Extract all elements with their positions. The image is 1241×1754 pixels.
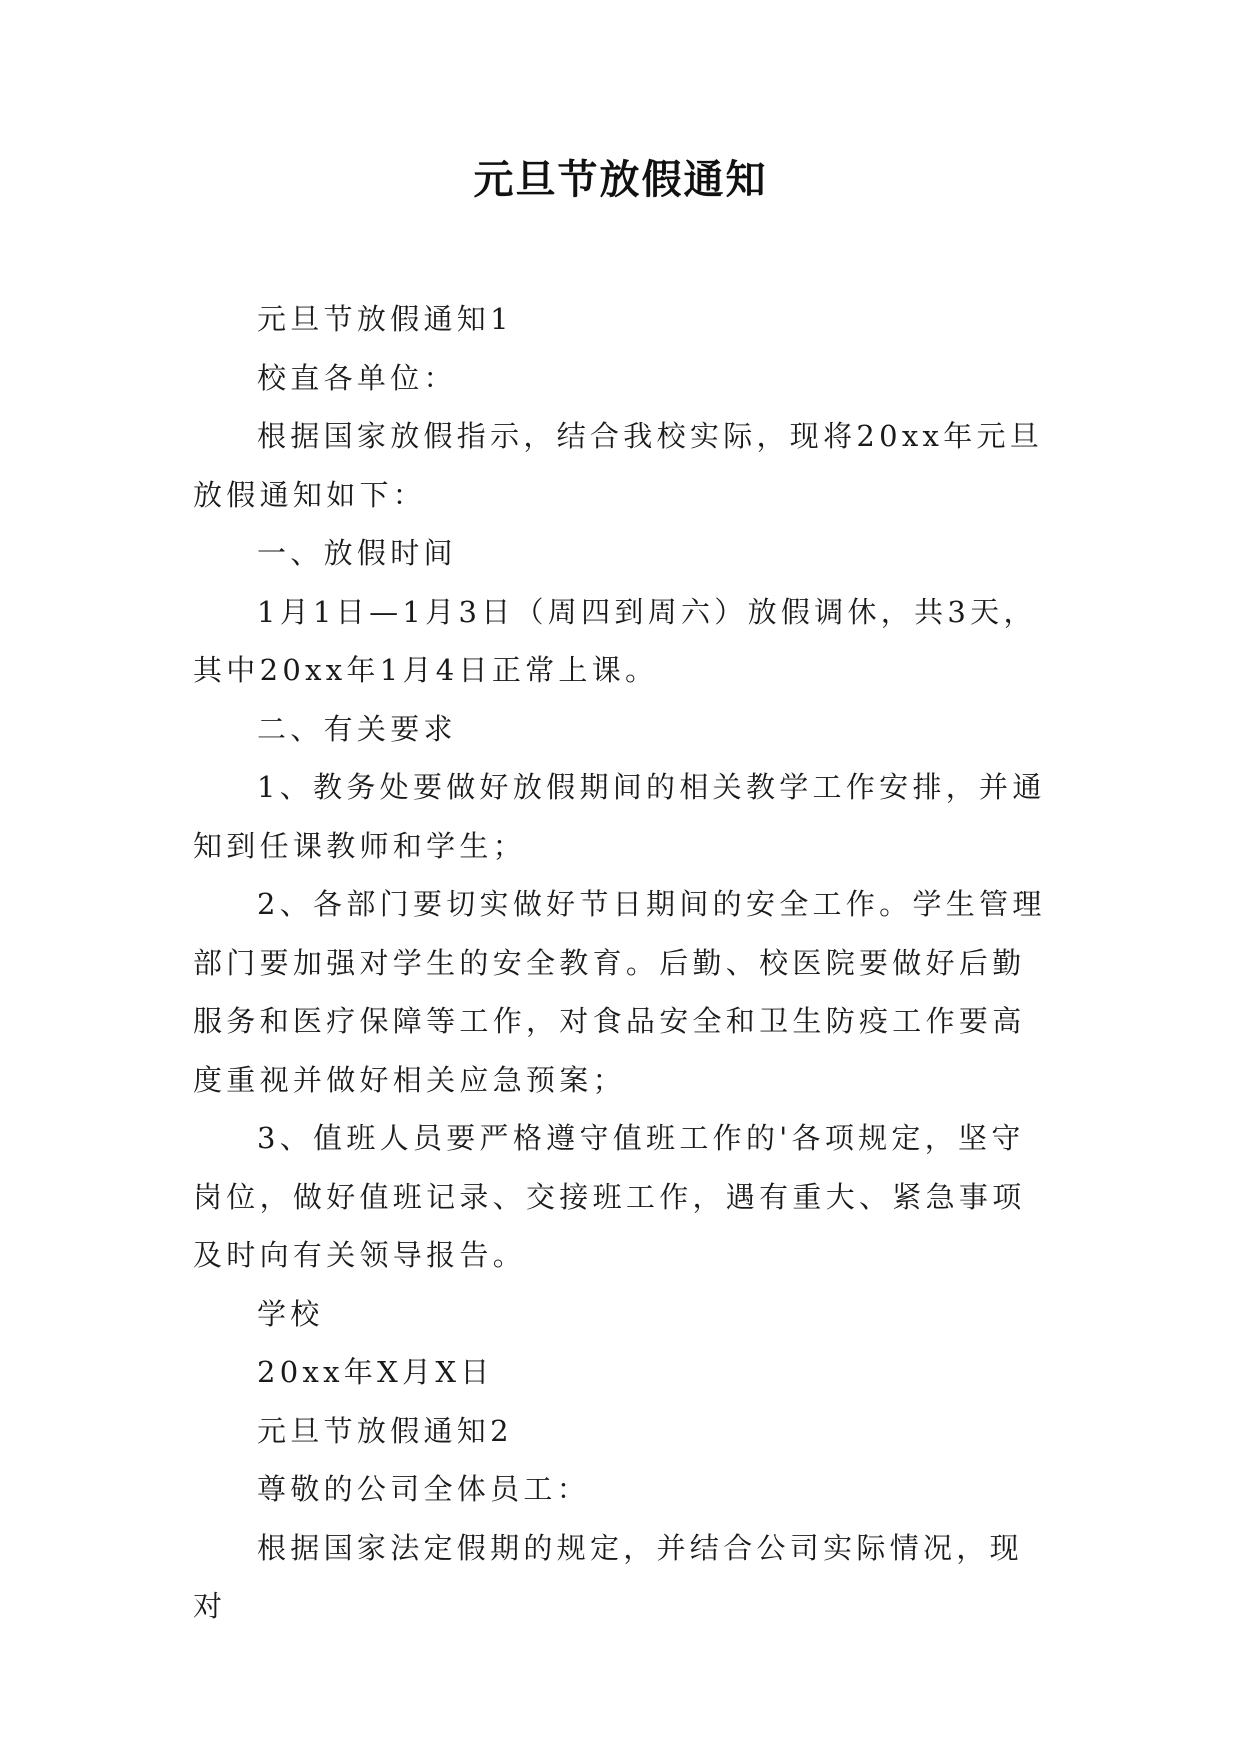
paragraph-intro-2: 根据国家法定假期的规定，并结合公司实际情况，现对 <box>193 1530 1023 1623</box>
paragraph-requirement-2: 2、各部门要切实做好节日期间的安全工作。学生管理部门要加强对学生的安全教育。后勤、校医院要做好后勤服务和医疗保障等工作，对食品安全和卫生防疫工作要高度重视并做好相关应急预案； <box>193 887 1046 1097</box>
subheading-requirements: 二、有关要求 <box>257 711 457 746</box>
section-heading-2: 元旦节放假通知2 <box>257 1413 513 1448</box>
subheading-holiday-time: 一、放假时间 <box>257 536 457 570</box>
paragraph-requirement-3: 3、值班人员要严格遵守值班工作的'各项规定，坚守岗位，做好值班记录、交接班工作，遇有重大、紧急事项及时向有关领导报告。 <box>193 1121 1026 1272</box>
paragraph-holiday-dates: 1月1日—1月3日（周四到周六）放假调休，共3天，其中20xx年1月4日正常上课。 <box>193 594 1037 687</box>
salutation: 校直各单位： <box>257 360 457 395</box>
paragraph-requirement-1: 1、教务处要做好放假期间的相关教学工作安排，并通知到任课教师和学生； <box>193 770 1046 863</box>
paragraph-intro: 根据国家放假指示，结合我校实际，现将20xx年元旦放假通知如下： <box>193 419 1044 512</box>
signature-date: 20xx年X月X日 <box>257 1355 494 1389</box>
document-title: 元旦节放假通知 <box>473 156 768 203</box>
signature-issuer: 学校 <box>257 1296 324 1331</box>
section-heading-1: 元旦节放假通知1 <box>257 302 513 336</box>
document-body <box>193 290 1053 1636</box>
salutation-2: 尊敬的公司全体员工： <box>257 1472 591 1506</box>
